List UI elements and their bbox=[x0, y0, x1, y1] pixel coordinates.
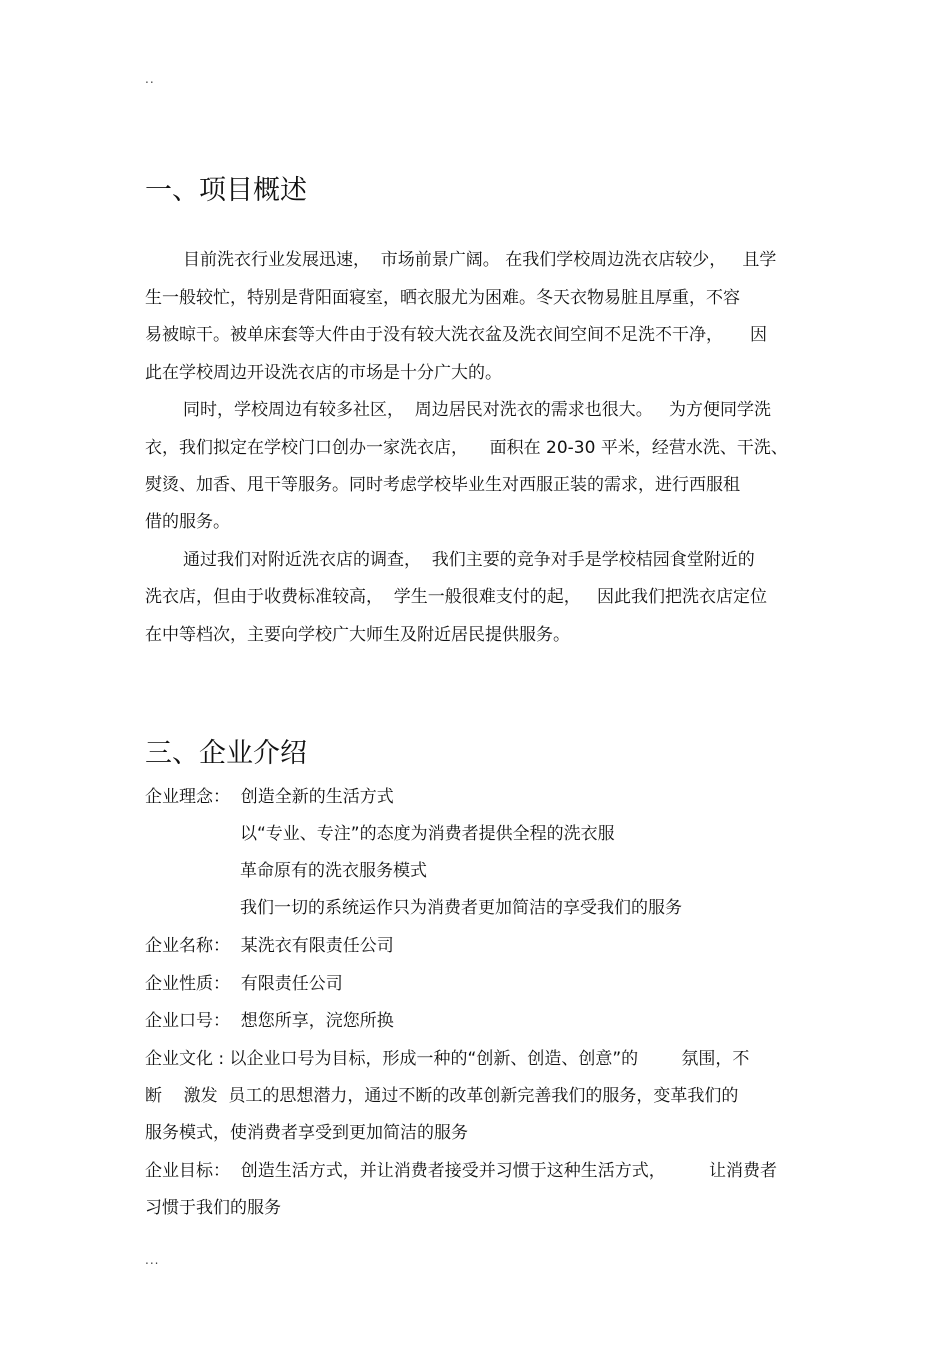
company-culture-line: 断 激发 员工的思想潜力，通过不断的改革创新完善我们的服务，变革我们的 bbox=[145, 1086, 739, 1106]
company-type-line: 企业性质： 有限责任公司 bbox=[145, 974, 343, 994]
paragraph-line: 通过我们对附近洗衣店的调查， 我们主要的竞争对手是学校桔园食堂附近的 bbox=[183, 550, 755, 570]
page-bottom-marker: ... bbox=[145, 1253, 160, 1267]
company-goal-line: 企业目标： 创造生活方式，并让消费者接受并习惯于这种生活方式， 让消费者 bbox=[145, 1161, 778, 1181]
paragraph-line: 熨烫、加香、甩干等服务。同时考虑学校毕业生对西服正装的需求，进行西服租 bbox=[145, 475, 740, 495]
section-1-heading: 一、项目概述 bbox=[145, 175, 307, 206]
section-3-heading: 三、企业介绍 bbox=[145, 738, 307, 769]
company-philosophy-line: 革命原有的洗衣服务模式 bbox=[240, 861, 427, 881]
paragraph-line: 在中等档次，主要向学校广大师生及附近居民提供服务。 bbox=[145, 625, 570, 645]
paragraph-line: 借的服务。 bbox=[145, 512, 230, 532]
company-culture-line: 企业文化 : 以企业口号为目标，形成一种的“创新、创造、创意”的 氛围，不 bbox=[145, 1049, 750, 1069]
company-philosophy-line: 以“专业、专注”的态度为消费者提供全程的洗衣服 bbox=[240, 824, 615, 844]
paragraph-line: 目前洗衣行业发展迅速， 市场前景广阔。 在我们学校周边洗衣店较少， 且学 bbox=[183, 250, 777, 270]
company-name-line: 企业名称： 某洗衣有限责任公司 bbox=[145, 936, 394, 956]
company-culture-line: 服务模式，使消费者享受到更加简洁的服务 bbox=[145, 1123, 468, 1143]
paragraph-line: 衣，我们拟定在学校门口创办一家洗衣店， 面积在 20-30 平米，经营水洗、干洗、 bbox=[145, 438, 788, 458]
paragraph-line: 同时，学校周边有较多社区， 周边居民对洗衣的需求也很大。 为方便同学洗 bbox=[183, 400, 772, 420]
paragraph-line: 洗衣店，但由于收费标准较高， 学生一般很难支付的起， 因此我们把洗衣店定位 bbox=[145, 587, 768, 607]
paragraph-line: 此在学校周边开设洗衣店的市场是十分广大的。 bbox=[145, 363, 502, 383]
page-top-marker: .. bbox=[145, 72, 155, 86]
company-goal-line: 习惯于我们的服务 bbox=[145, 1198, 281, 1218]
company-slogan-line: 企业口号： 想您所享，浣您所换 bbox=[145, 1011, 394, 1031]
paragraph-line: 生一般较忙，特别是背阳面寝室，晒衣服尤为困难。冬天衣物易脏且厚重，不容 bbox=[145, 288, 740, 308]
company-philosophy-line: 我们一切的系统运作只为消费者更加简洁的享受我们的服务 bbox=[240, 898, 682, 918]
paragraph-line: 易被晾干。被单床套等大件由于没有较大洗衣盆及洗衣间空间不足洗不干净， 因 bbox=[145, 325, 768, 345]
company-philosophy-line: 企业理念： 创造全新的生活方式 bbox=[145, 787, 394, 807]
